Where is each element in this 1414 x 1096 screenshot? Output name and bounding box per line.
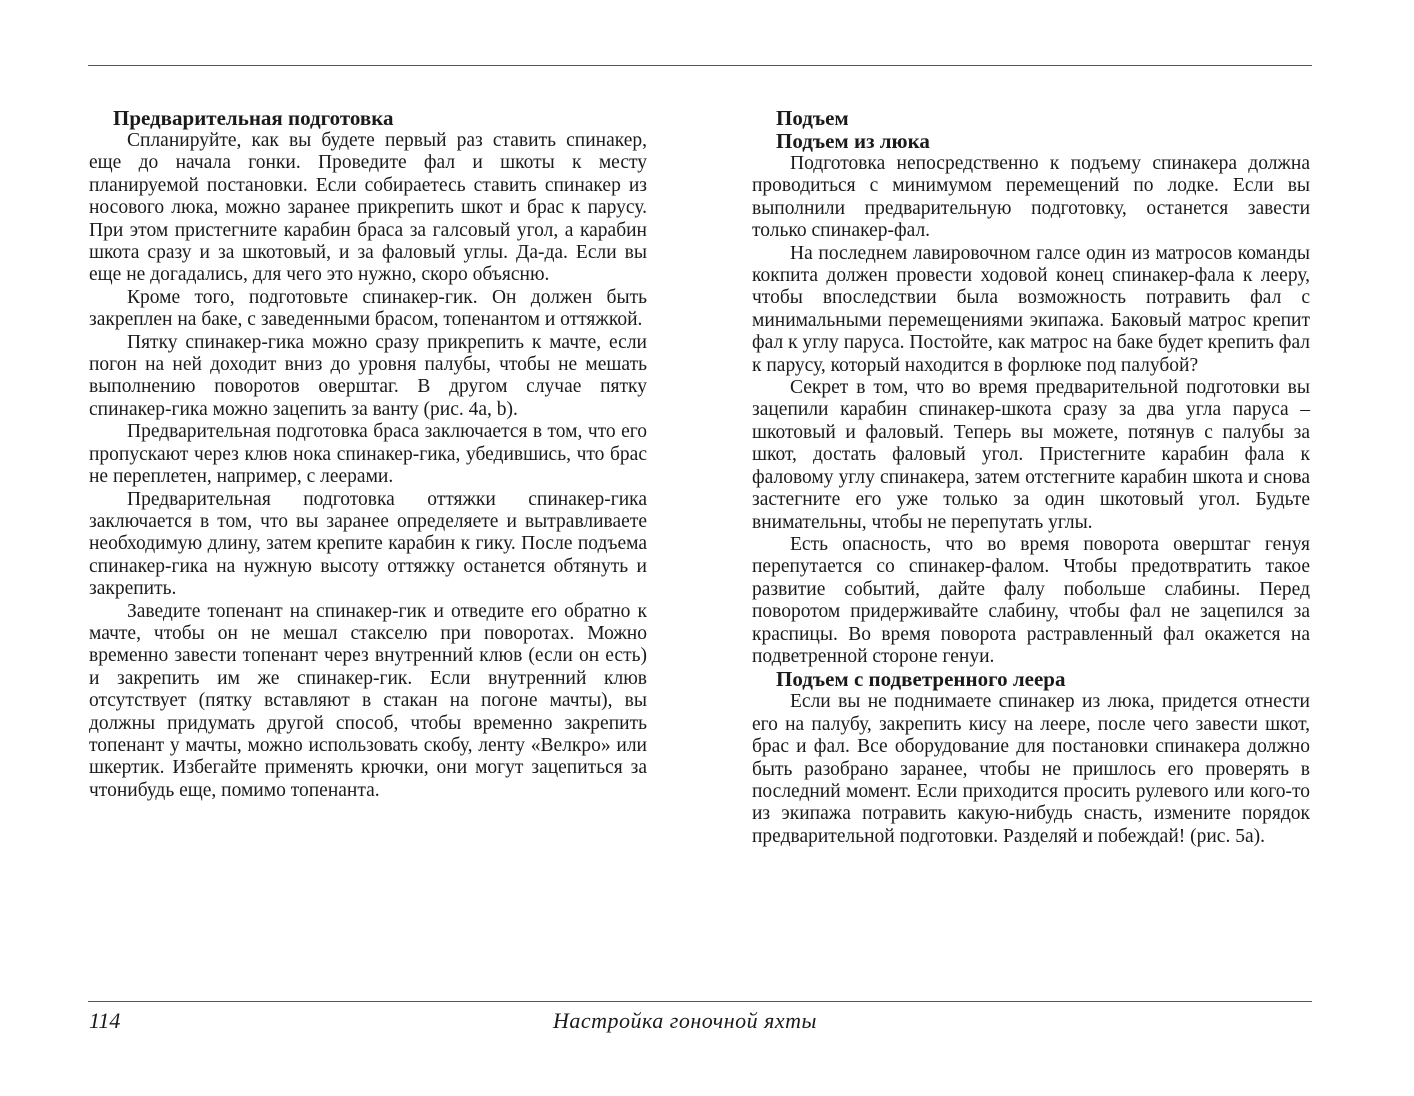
paragraph: На последнем лавировочном галсе один из матросов команды кокпита должен провести ходовой конец спинакер-фала к лееру, чтобы впоследствии была возможность потравить фал с минимальными перемещениями экипажа. Баковый матрос крепит фал к углу паруса. Постойте, как матрос на баке будет крепить фал к парусу, который находится в форлюке под палубой? xyxy=(752,242,1310,376)
subsection-heading-leeward-rail: Подъем с подветренного леера xyxy=(776,667,1066,692)
paragraph: Предварительная подготовка оттяжки спинакер-гика заключается в том, что вы заранее определяете и вытравливаете необходимую длину, затем крепите карабин к гику. После подъема спинакер-гика на нужную высоту оттяжку останется обтянуть и закрепить. xyxy=(89,488,647,600)
paragraph: Кроме того, подготовьте спинакер-гик. Он должен быть закреплен на баке, с заведенными брасом, топенантом и оттяжкой. xyxy=(89,286,647,331)
running-title: Настройка гоночной яхты xyxy=(553,1008,817,1033)
page-number: 114 xyxy=(89,1008,121,1033)
section-heading-preparation: Предварительная подготовка xyxy=(113,106,394,130)
top-rule xyxy=(88,65,1312,66)
paragraph: Секрет в том, что во время предварительной подготовки вы зацепили карабин спинакер-шкота сразу за два угла паруса – шкотовый и фаловый. Теперь вы можете, потянув с палубы за шкот, достать фаловый угол. Пристегните карабин фала к фаловому углу спинакера, затем отстегните карабин шкота и снова застегните его уже только за один шкотовый угол. Будьте внимательны, чтобы не перепутать углы. xyxy=(752,377,1310,533)
paragraph: Пятку спинакер-гика можно сразу прикрепить к мачте, если погон на ней доходит вниз до уровня палубы, чтобы не мешать выполнению поворотов оверштаг. В другом случае пятку спинакер-гика можно зацепить за ванту (рис. 4a, b). xyxy=(89,331,647,420)
subsection-heading-hatch: Подъем из люка xyxy=(776,129,930,153)
section-heading-hoist: Подъем xyxy=(776,106,849,130)
paragraph: Подготовка непосредственно к подъему спинакера должна проводиться с минимумом перемещений по лодке. Если вы выполнили предварительную подготовку, останется завести только спинакер-фал. xyxy=(752,153,1310,242)
right-column xyxy=(752,107,1310,848)
paragraph: Спланируйте, как вы будете первый раз ставить спинакер, еще до начала гонки. Проведите фал и шкоты к месту планируемой постановки. Если собираетесь ставить спинакер из носового люка, можно заранее прикрепить шкот и брас к парусу. При этом пристегните карабин браса за галсовый угол, а карабин шкота сразу и за шкотовый, и за фаловый углы. Да-да. Если вы еще не догадались, для чего это нужно, скоро объясню. xyxy=(89,130,647,286)
paragraph: Есть опасность, что во время поворота оверштаг генуя перепутается со спинакер-фалом. Чтобы предотвратить такое развитие событий, дайте фалу побольше слабины. Перед поворотом придерживайте слабину, чтобы фал не зацепился за краспицы. Во время поворота растравленный фал окажется на подветренной стороне генуи. xyxy=(752,533,1310,667)
bottom-rule xyxy=(88,1001,1312,1002)
paragraph: Заведите топенант на спинакер-гик и отведите его обратно к мачте, чтобы он не мешал стакселю при поворотах. Можно временно завести топенант через внутренний клюв (если он есть) и закрепить им же спинакер-гик. Если внутренний клюв отсутствует (пятку вставляют в стакан на погоне мачты), вы должны придумать другой способ, чтобы временно закрепить топенант у мачты, можно использовать скобу, ленту «Велкро» или шкертик. Избегайте применять крючки, они могут зацепиться за чтонибудь еще, помимо топенанта. xyxy=(89,600,647,801)
left-column xyxy=(89,107,647,802)
paragraph: Если вы не поднимаете спинакер из люка, придется отнести его на палубу, закрепить кису на леере, после чего завести шкот, брас и фал. Все оборудование для постановки спинакера должно быть разобрано заранее, чтобы не пришлось его проверять в последний момент. Если приходится просить рулевого или кого-то из экипажа потравить какую-нибудь снасть, измените порядок предварительной подготовки. Разделяй и побеждай! (рис. 5a). xyxy=(752,691,1310,847)
paragraph: Предварительная подготовка браса заключается в том, что его пропускают через клюв нока спинакер-гика, убедившись, что брас не переплетен, например, с леерами. xyxy=(89,421,647,488)
